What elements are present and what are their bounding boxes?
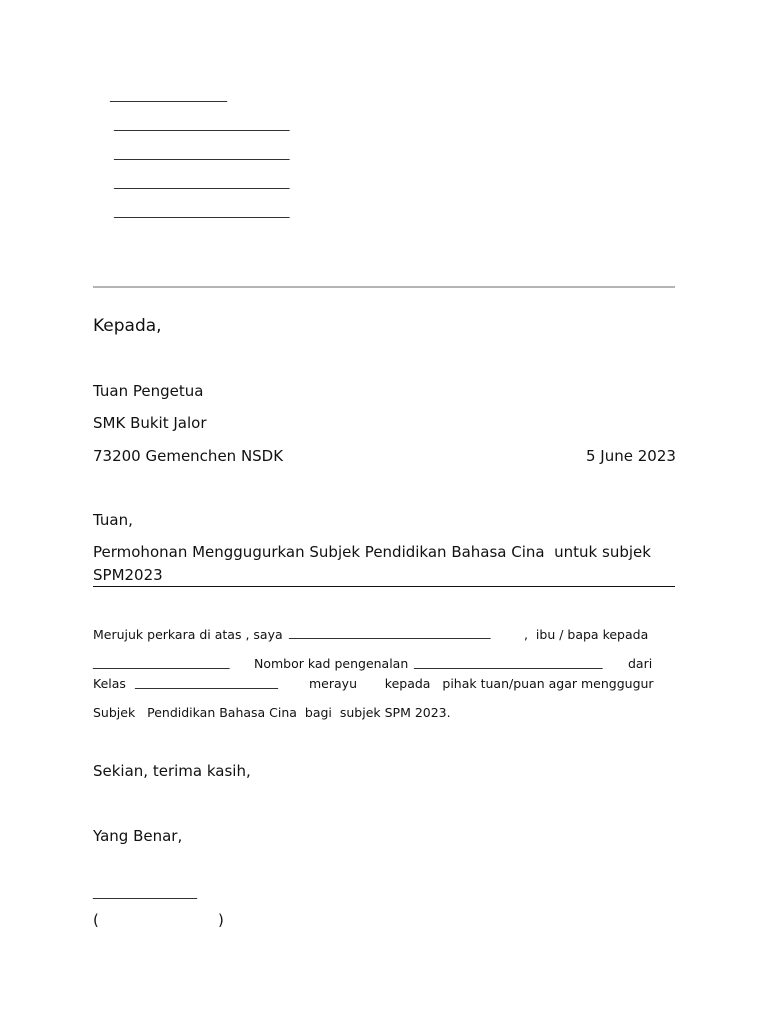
body-line-1-text-b: , ibu / bapa kepada — [524, 627, 649, 642]
header-divider — [93, 286, 675, 288]
body-line-4: Subjek Pendidikan Bahasa Cina bagi subjek SPM 2023. — [93, 705, 451, 720]
sender-address-blank-3: ___________________________ — [114, 175, 290, 190]
recipient-heading: Kepada, — [93, 316, 162, 336]
body-line-3-text-b: merayu kepada pihak tuan/puan agar menggugur — [309, 676, 654, 691]
signoff: Yang Benar, — [93, 827, 183, 845]
closing: Sekian, terima kasih, — [93, 762, 251, 780]
parent-name-blank: _______________________________ — [289, 625, 491, 640]
recipient-name: Tuan Pengetua — [93, 382, 204, 400]
ic-number-blank: _____________________________ — [414, 655, 603, 670]
subject-line-1: Permohonan Menggugurkan Subjek Pendidikan Bahasa Cina untuk subjek — [93, 543, 651, 561]
signature-close-paren: ) — [218, 911, 224, 929]
body-line-3-text-a: Kelas — [93, 676, 126, 691]
sender-address-blank-1: ___________________________ — [114, 117, 290, 132]
subject-underline — [93, 586, 675, 587]
sender-address-blank-2: ___________________________ — [114, 146, 290, 161]
subject-line-2: SPM2023 — [93, 566, 163, 584]
letter-date: 5 June 2023 — [586, 447, 676, 465]
signature-open-paren: ( — [93, 911, 99, 929]
body-line-1-text-a: Merujuk perkara di atas , saya — [93, 627, 283, 642]
body-line-2-text-a: Nombor kad pengenalan — [254, 656, 409, 671]
greeting: Tuan, — [93, 511, 133, 529]
signature-line: ________________ — [93, 885, 197, 900]
recipient-school: SMK Bukit Jalor — [93, 414, 207, 432]
class-blank: ______________________ — [135, 675, 278, 690]
sender-address-blank-4: ___________________________ — [114, 204, 290, 219]
body-line-2-text-b: dari — [628, 656, 653, 671]
recipient-address: 73200 Gemenchen NSDK — [93, 447, 284, 465]
sender-name-blank: __________________ — [110, 88, 227, 103]
student-name-blank: _____________________ — [93, 655, 230, 670]
